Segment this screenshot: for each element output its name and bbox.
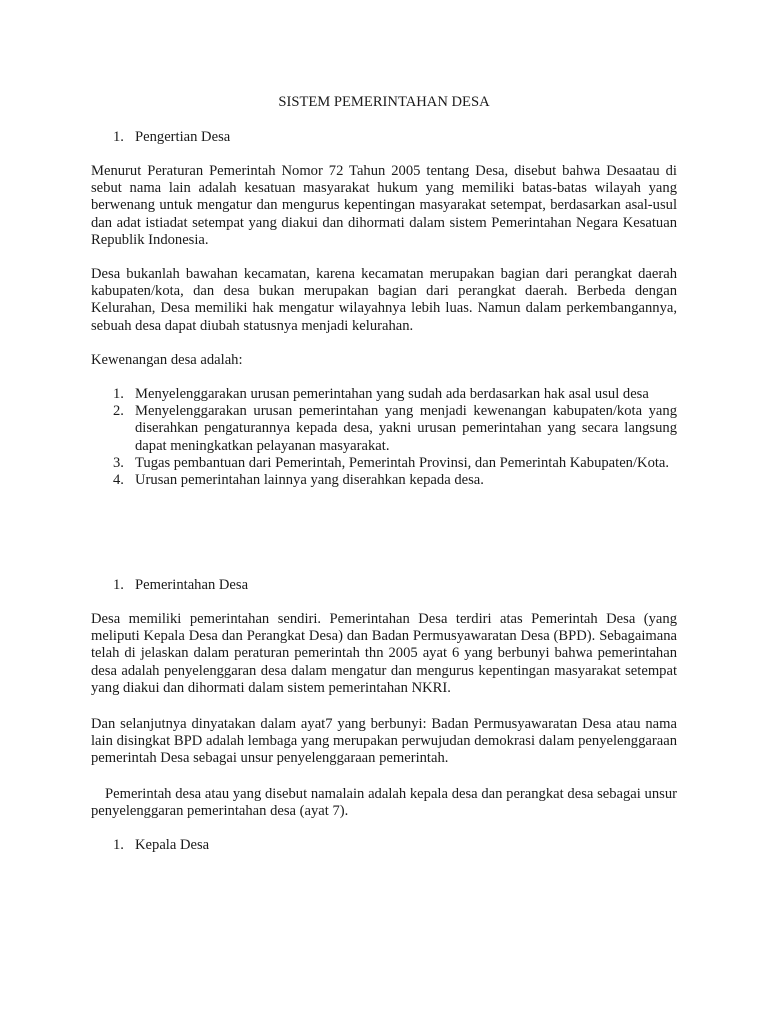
list-item <box>91 403 677 455</box>
section-heading-pengertian <box>113 129 230 146</box>
paragraph-pemerintahan: Desa memiliki pemerintahan sendiri. Pemerintahan Desa terdiri atas Pemerintah Desa (yang meliputi Kepala Desa dan Perangkat Desa) dan Badan Permusyawaratan Desa (BPD). Sebagaimana telah di jelaskan dalam peraturan pemerintah thn 2005 ayat 6 yang berbunyi bahwa pemerintahan desa adalah penyelenggaran desa dalam mengatur dan mengurus kepentingan masyarakat setempat yang diakui dan dihormati dalam sistem pemerintahan NKRI. <box>91 611 677 696</box>
list-text: Urusan pemerintahan lainnya yang diserahkan kepada desa. <box>135 472 484 489</box>
section-title: Kepala Desa <box>135 837 210 853</box>
section-number: 1. <box>113 837 124 853</box>
list-item <box>91 386 677 403</box>
section-heading-kepala-desa <box>113 837 209 854</box>
list-number: 1. <box>113 386 124 402</box>
list-item <box>91 455 677 472</box>
list-item <box>91 472 677 489</box>
paragraph-desa-vs-kelurahan: Desa bukanlah bawahan kecamatan, karena kecamatan merupakan bagian dari perangkat daerah kabupaten/kota, dan desa bukan merupakan bagian dari perangkat daerah. Berbeda dengan Kelurahan, Desa memiliki hak mengatur wilayahnya lebih luas. Namun dalam perkembangannya, sebuah desa dapat diubah statusnya menjadi kelurahan. <box>91 266 677 334</box>
section-number: 1. <box>113 129 124 145</box>
list-text: Menyelenggarakan urusan pemerintahan yang sudah ada berdasarkan hak asal usul desa <box>135 386 649 402</box>
list-number: 3. <box>113 454 124 471</box>
section-title: Pengertian Desa <box>135 129 231 145</box>
document-title: SISTEM PEMERINTAHAN DESA <box>278 94 490 110</box>
list-number: 2. <box>113 403 124 420</box>
list-number: 4. <box>113 472 124 489</box>
paragraph-bpd: Dan selanjutnya dinyatakan dalam ayat7 yang berbunyi: Badan Permusyawaratan Desa atau nama lain disingkat BPD adalah lembaga yang merupakan perwujudan demokrasi dalam penyelenggaraan pemerintah Desa sebagai unsur penyelenggaraan pemerintah. <box>91 716 677 767</box>
list-text: Menyelenggarakan urusan pemerintahan yang menjadi kewenangan kabupaten/kota yang diserahkan pengaturannya kepada desa, yakni urusan pemerintahan yang secara langsung dapat meningkatkan pelayanan masyarakat. <box>135 403 677 454</box>
section-number: 1. <box>113 577 124 593</box>
list-text: Tugas pembantuan dari Pemerintah, Pemerintah Provinsi, dan Pemerintah Kabupaten/Kota. <box>135 454 670 471</box>
paragraph-pemerintah-desa: Pemerintah desa atau yang disebut namalain adalah kepala desa dan perangkat desa sebagai unsur penyelenggaran pemerintahan desa (ayat 7). <box>91 786 677 820</box>
paragraph-definition: Menurut Peraturan Pemerintah Nomor 72 Tahun 2005 tentang Desa, disebut bahwa Desaatau di sebut nama lain adalah kesatuan masyarakat hukum yang memiliki batas-batas wilayah yang berwenang untuk mengatur dan mengurus kepentingan masyarakat setempat, berdasarkan asal-usul dan adat istiadat setempat yang diakui dan dihormati dalam sistem Pemerintahan Negara Kesatuan Republik Indonesia. <box>91 163 677 248</box>
paragraph-kewenangan-intro: Kewenangan desa adalah: <box>91 352 243 368</box>
section-title: Pemerintahan Desa <box>135 577 249 593</box>
kewenangan-list <box>91 386 677 489</box>
section-heading-pemerintahan <box>113 577 248 594</box>
